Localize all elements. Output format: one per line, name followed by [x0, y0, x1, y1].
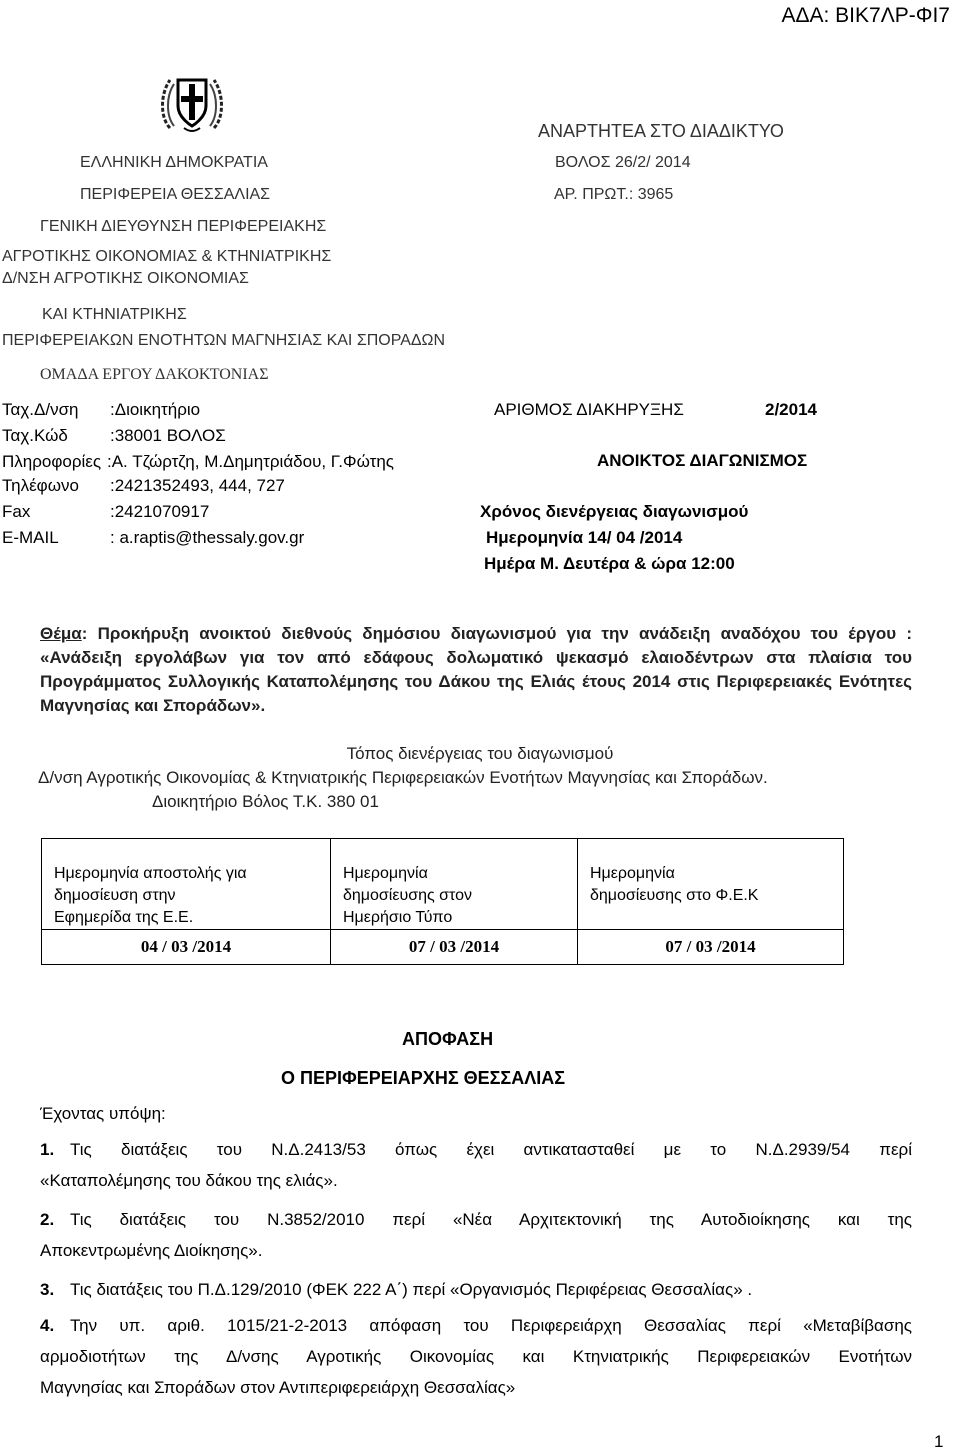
date-cell: 04 / 03 /2014 [42, 930, 331, 965]
subject-paragraph [40, 622, 912, 718]
header-left-line: ΠΕΡΙΦΕΡΕΙΑ ΘΕΣΣΑΛΙΑΣ [80, 186, 271, 203]
header-left-line: ΠΕΡΙΦΕΡΕΙΑΚΩΝ ΕΝΟΤΗΤΩΝ ΜΑΓΝΗΣΙΑΣ ΚΑΙ ΣΠΟΡΑΔΩΝ [2, 332, 446, 349]
item-text: Την υπ. αριθ. 1015/21-2-2013 απόφαση του Περιφερειάρχη Θεσσαλίας περί «Μεταβίβασης [70, 1316, 912, 1335]
ada-code: ΑΔΑ: ΒΙΚ7ΛΡ-ΦΙ7 [781, 4, 950, 27]
venue-line1: Δ/νση Αγροτικής Οικονομίας & Κτηνιατρικής Περιφερειακών Ενοτήτων Μαγνησίας και Σποράδων. [38, 768, 768, 787]
phone-value: :2421352493, 444, 727 [110, 476, 285, 495]
list-item [40, 1134, 912, 1196]
list-item [40, 1204, 912, 1266]
list-item [40, 1274, 912, 1305]
item-number: 1. [40, 1140, 55, 1159]
item-text: «Καταπολέμησης του δάκου της ελιάς». [40, 1171, 338, 1190]
header-left-line: ΑΓΡΟΤΙΚΗΣ ΟΙΚΟΝΟΜΙΑΣ & ΚΤΗΝΙΑΤΡΙΚΗΣ [2, 248, 332, 265]
header-text: δημοσίευσης στον [343, 887, 473, 904]
header-left-line: ΟΜΑΔΑ ΕΡΓΟΥ ΔΑΚΟΚΤΟΝΙΑΣ [40, 366, 269, 383]
table-header-cell [42, 839, 331, 930]
coat-of-arms-emblem [160, 70, 224, 136]
table-row [42, 839, 844, 930]
item-number: 3. [40, 1280, 55, 1299]
venue-line2: Διοικητήριο Βόλος Τ.Κ. 380 01 [152, 792, 379, 811]
header-text: Ημερομηνία [590, 865, 675, 882]
table-header-cell [331, 839, 578, 930]
announcement-number: 2/2014 [765, 400, 817, 419]
document-date: ΒΟΛΟΣ 26/2/ 2014 [555, 154, 691, 171]
postcode-value: :38001 ΒΟΛΟΣ [110, 426, 226, 445]
address-label: Ταχ.Δ/νση [2, 400, 79, 419]
header-text: Εφημερίδα της Ε.Ε. [54, 909, 194, 926]
item-text: αρμοδιοτήτων της Δ/νσης Αγροτικής Οικονομίας και Κτηνιατρικής Περιφερειακών Ενοτήτων [40, 1347, 912, 1366]
header-text: Ημερήσιο Τύπο [343, 909, 453, 926]
venue-title: Τόπος διενέργειας του διαγωνισμού [346, 744, 614, 763]
list-item [40, 1310, 912, 1403]
decision-authority: Ο ΠΕΡΙΦΕΡΕΙΑΡΧΗΣ ΘΕΣΣΑΛΙΑΣ [281, 1068, 566, 1088]
header-left-line: ΕΛΛΗΝΙΚΗ ΔΗΜΟΚΡΑΤΙΑ [80, 154, 268, 171]
table-header-cell [578, 839, 844, 930]
header-text: Ημερομηνία [343, 865, 428, 882]
subject-text: : Προκήρυξη ανοικτού διεθνούς δημόσιου διαγωνισμού για την ανάδειξη αναδόχου του έργου : «Ανάδειξη εργολάβων για τον από εδάφους δολωματικό ψεκασμό ελαιοδέντρων στα πλαίσια του Προγράμματος Συλλογικής Καταπολέμησης του Δάκου της Ελιάς έτους 2014 στις Περιφερειακές Ενότητες Μαγνησίας και Σποράδων». [40, 624, 912, 715]
protocol-number: ΑΡ. ΠΡΩΤ.: 3965 [554, 186, 674, 203]
header-text: δημοσίευση στην [54, 887, 176, 904]
item-number: 2. [40, 1210, 55, 1229]
tender-day-time: Ημέρα Μ. Δευτέρα & ώρα 12:00 [484, 554, 735, 573]
phone-label: Τηλέφωνο [2, 476, 79, 495]
header-text: δημοσίευσης στο Φ.Ε.Κ [590, 887, 759, 904]
header-text: Ημερομηνία αποστολής για [54, 865, 247, 882]
item-text: Τις διατάξεις του Π.Δ.129/2010 (ΦΕΚ 222 Α΄) περί «Οργανισμός Περιφέρειας Θεσσαλίας» . [70, 1280, 753, 1299]
date-cell: 07 / 03 /2014 [578, 930, 844, 965]
table-row [42, 930, 844, 965]
subject-label: Θέμα [40, 624, 82, 643]
address-value: :Διοικητήριο [110, 400, 201, 419]
announcement-number-label: ΑΡΙΘΜΟΣ ΔΙΑΚΗΡΥΞΗΣ [494, 400, 684, 419]
item-text: Μαγνησίας και Σποράδων στον Αντιπεριφερειάρχη Θεσσαλίας» [40, 1378, 516, 1397]
date-cell: 07 / 03 /2014 [331, 930, 578, 965]
decision-title: ΑΠΟΦΑΣΗ [402, 1029, 494, 1049]
considering-label: Έχοντας υπόψη: [40, 1104, 166, 1123]
header-left-line: ΚΑΙ ΚΤΗΝΙΑΤΡΙΚΗΣ [42, 306, 187, 323]
tender-time-label: Χρόνος διενέργειας διαγωνισμού [480, 502, 749, 521]
postcode-label: Ταχ.Κώδ [2, 426, 68, 445]
tender-date: Ημερομηνία 14/ 04 /2014 [486, 528, 683, 547]
posted-online: ΑΝΑΡΤΗΤΕΑ ΣΤΟ ΔΙΑΔΙΚΤΥΟ [538, 121, 784, 141]
publication-dates-table [41, 838, 844, 965]
fax-label: Fax [2, 502, 31, 521]
page-number: 1 [934, 1432, 944, 1451]
item-number: 4. [40, 1316, 55, 1335]
tender-type: ΑΝΟΙΚΤΟΣ ΔΙΑΓΩΝΙΣΜΟΣ [597, 451, 808, 470]
header-left-line: ΓΕΝΙΚΗ ΔΙΕΥΘΥΝΣΗ ΠΕΡΙΦΕΡΕΙΑΚΗΣ [40, 218, 327, 235]
item-text: Αποκεντρωμένης Διοίκησης». [40, 1241, 263, 1260]
item-text: Τις διατάξεις του Ν.Δ.2413/53 όπως έχει αντικατασταθεί με το Ν.Δ.2939/54 περί [70, 1140, 912, 1159]
info-value: :Α. Τζώρτζη, Μ.Δημητριάδου, Γ.Φώτης [107, 452, 394, 471]
email-label: E-MAIL [2, 528, 59, 547]
email-value: : a.raptis@thessaly.gov.gr [110, 528, 305, 547]
header-left-line: Δ/ΝΣΗ ΑΓΡΟΤΙΚΗΣ ΟΙΚΟΝΟΜΙΑΣ [2, 270, 249, 287]
item-text: Τις διατάξεις του Ν.3852/2010 περί «Νέα Αρχιτεκτονική της Αυτοδιοίκησης και της [70, 1210, 912, 1229]
info-label: Πληροφορίες [2, 452, 102, 471]
fax-value: :2421070917 [110, 502, 210, 521]
